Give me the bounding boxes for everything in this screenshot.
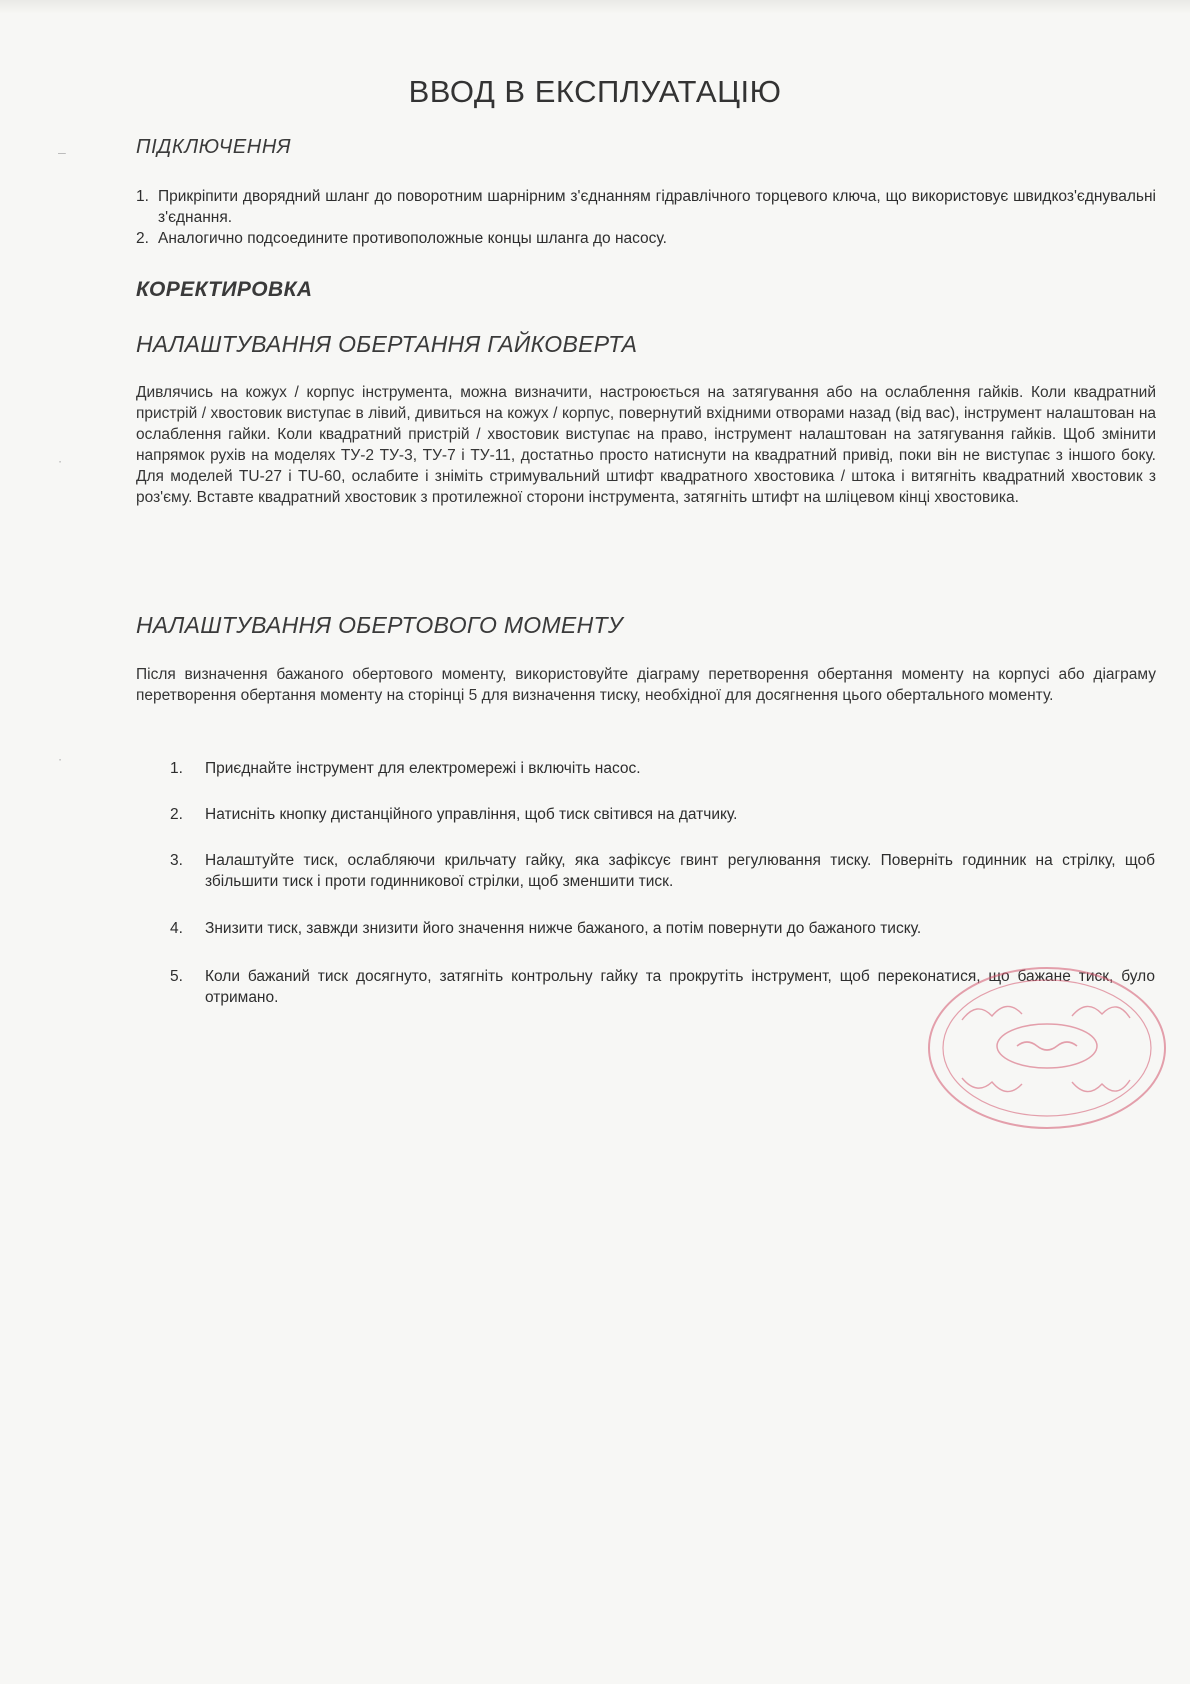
list-item [136, 228, 1156, 249]
list-item-number: 2. [170, 806, 183, 823]
list-item-number: 1. [136, 188, 149, 205]
rotation-paragraph: Дивлячись на кожух / корпус інструмента, можна визначити, настроюється на затягування або на ослаблення гайків. Коли квадратний пристрій / хвостовик виступає в лівий, дивиться на кожух / корпус, повернутий вхідними отворами назад (від вас), інструмент налаштован на ослаблення гайки. Коли квадратний пристрій / хвостовик виступає на право, інструмент налаштован на затягування гайків. Щоб змінити напрямок рухів на моделях ТУ-2 ТУ-3, ТУ-7 і ТУ-11, достатньо просто натиснути на квадратний привід, поки він не виступає з іншого боку. Для моделей TU-27 і TU-60, ослабите і зніміть стримувальний штифт квадратного хвостовика / штока і витягніть квадратний хвостовик з роз'єму. Вставте квадратний хвостовик з протилежної сторони інструмента, затягніть штифт на шліцевом кінці хвостовика. [136, 384, 1156, 506]
list-item-text: Налаштуйте тиск, ослабляючи крильчату гайку, яка зафіксує гвинт регулювання тиску. Поверніть годинник на стрілку, щоб збільшити тиск і проти годинникової стрілки, щоб зменшити тиск. [205, 852, 1155, 890]
list-item-text: Аналогично подсоедините противоположные концы шланга до насосу. [158, 230, 667, 247]
list-item [170, 918, 1155, 939]
list-item-number: 5. [170, 968, 183, 985]
list-item-text: Натисніть кнопку дистанційного управління, щоб тиск світився на датчику. [205, 806, 738, 823]
stamp-seal-icon [929, 968, 1165, 1128]
list-item [136, 186, 1156, 228]
page-title: ВВОД В ЕКСПЛУАТАЦІЮ [408, 74, 782, 109]
adjustment-heading: КОРЕКТИРОВКА [136, 278, 313, 301]
punch-hole-mark-icon: ᐧ [58, 752, 62, 768]
list-item-text: Коли бажаний тиск досягнуто, затягніть контрольну гайку та прокрутіть інструмент, щоб переконатися, що бажане тиск, було отримано. [205, 968, 1155, 1006]
list-item-number: 2. [136, 230, 149, 247]
list-item [170, 758, 1155, 779]
connection-list [136, 186, 1156, 249]
list-item-number: 4. [170, 920, 183, 937]
torque-heading: НАЛАШТУВАННЯ ОБЕРТОВОГО МОМЕНТУ [136, 612, 623, 638]
list-item-text: Прикріпити дворядний шланг до поворотним шарнірним з'єднанням гідравлічного торцевого ключа, що використовує швидкоз'єднувальні з'єднання. [158, 188, 1156, 226]
company-stamp [922, 960, 1172, 1135]
rotation-heading: НАЛАШТУВАННЯ ОБЕРТАННЯ ГАЙКОВЕРТА [136, 331, 638, 357]
list-item-text: Знизити тиск, завжди знизити його значення нижче бажаного, а потім повернути до бажаного тиску. [205, 920, 922, 937]
list-item-text: Приєднайте інструмент для електромережі і включіть насос. [205, 760, 641, 777]
list-item-number: 1. [170, 760, 183, 777]
punch-hole-mark-icon: ᐧ [58, 454, 62, 470]
punch-hole-mark-icon: – [58, 144, 66, 160]
list-item [170, 850, 1155, 892]
torque-paragraph: Після визначення бажаного обертового моменту, використовуйте діаграму перетворення обертання моменту на корпусі або діаграму перетворення обертання моменту на сторінці 5 для визначення тиску, необхідної для досягнення цього обертального моменту. [136, 666, 1156, 704]
connection-heading: ПІДКЛЮЧЕННЯ [136, 136, 292, 158]
scan-edge-shadow [0, 0, 1190, 14]
list-item [170, 804, 1155, 825]
list-item-number: 3. [170, 852, 183, 869]
